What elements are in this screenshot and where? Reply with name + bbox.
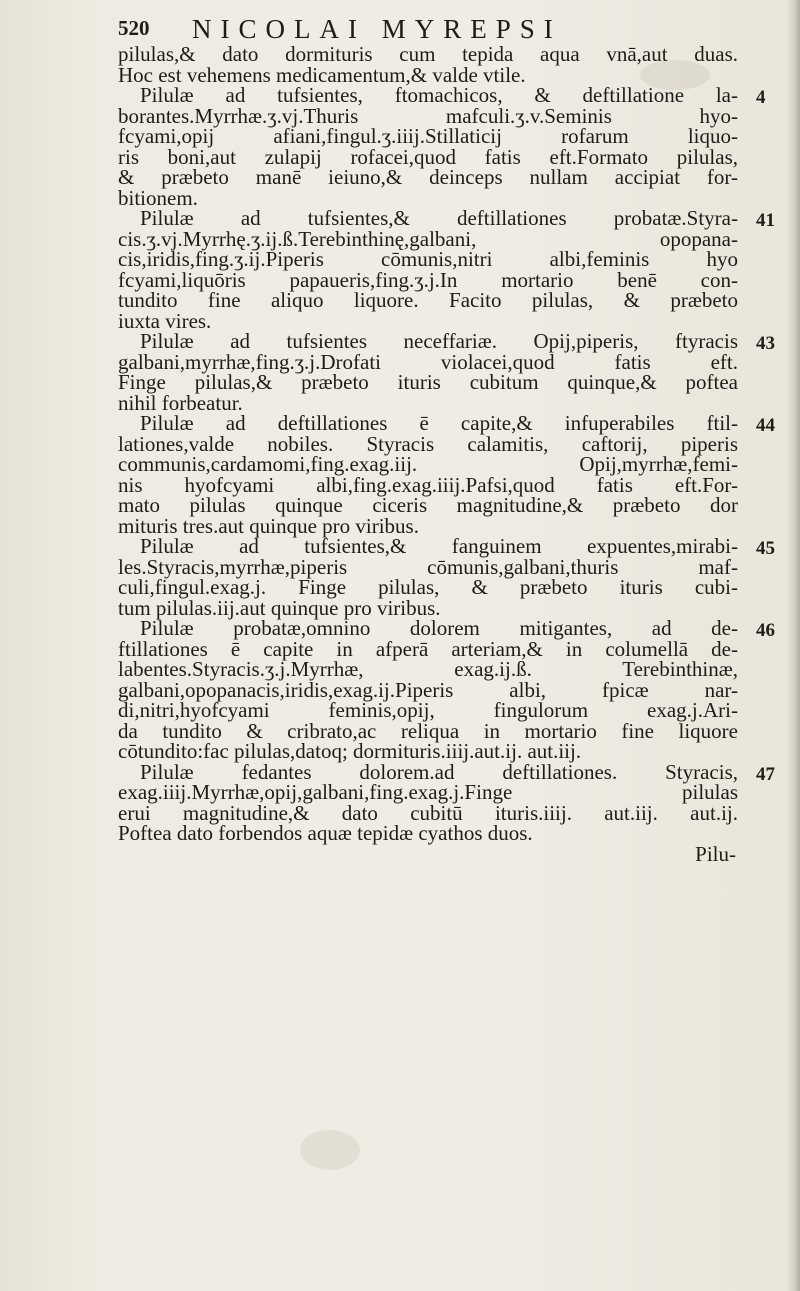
- text-line: Hoc est vehemens medicamentum,& valde vtile.: [118, 62, 526, 87]
- section-number: 44: [756, 415, 775, 436]
- text-line: ris boni,aut zulapij rofacei,quod fatis eft.Formato pilulas,: [118, 144, 738, 169]
- running-title: NICOLAI MYREPSI: [192, 14, 562, 44]
- paper-stain: [300, 1130, 360, 1170]
- text-line: cis.ʒ.vj.Myrrhę.ʒ.ij.ß.Terebinthinę,galbani, opopana-: [118, 226, 738, 251]
- body-text: [118, 44, 738, 864]
- recipe-paragraph: [118, 85, 738, 208]
- text-line: galbani,myrrhæ,fing.ʒ.j.Drofati violacei,quod fatis eft.: [118, 349, 738, 374]
- text-line: culi,fingul.exag.j. Finge pilulas, & præbeto ituris cubi-: [118, 575, 738, 599]
- text-line: tum pilulas.iij.aut quinque pro viribus.: [118, 595, 441, 620]
- recipe-paragraph: [118, 208, 738, 331]
- text-line: fcyami,liquōris papaueris,fing.ʒ.j.In mortario benē con-: [118, 267, 738, 292]
- text-line: les.Styracis,myrrhæ,piperis cōmunis,galbani,thuris maf-: [118, 554, 738, 579]
- section-number: 43: [756, 333, 775, 354]
- text-line: nihil forbeatur.: [118, 390, 243, 415]
- section-number: 41: [756, 210, 775, 231]
- text-line: Pilulæ ad tufsientes,& deftillationes probatæ.Styra-: [140, 206, 738, 230]
- text-line: lationes,valde nobiles. Styracis calamitis, caftorij, piperis: [118, 431, 738, 456]
- section-number: 4: [756, 87, 766, 108]
- text-line: Pilulæ ad tufsientes neceffariæ. Opij,piperis, ftyracis: [140, 329, 738, 353]
- text-line: mato pilulas quinque ciceris magnitudine,& præbeto dor: [118, 493, 738, 517]
- text-line: borantes.Myrrhæ.ʒ.vj.Thuris mafculi.ʒ.v.Seminis hyo-: [118, 103, 738, 128]
- page-edge-shadow: [786, 0, 800, 1291]
- recipe-paragraph: [118, 331, 738, 413]
- text-line: Pilulæ ad deftillationes ē capite,& infuperabiles ftil-: [140, 411, 738, 435]
- text-line: exag.iiij.Myrrhæ,opij,galbani,fing.exag.j.Finge pilulas: [118, 780, 738, 804]
- recipe-paragraph: [118, 759, 738, 845]
- text-line: Pilulæ ad tufsientes,& fanguinem expuentes,mirabi-: [140, 534, 738, 558]
- text-line: tundito fine aliquo liquore. Facito pilulas, & præbeto: [118, 288, 738, 312]
- text-line: nis hyofcyami albi,fing.exag.iiij.Pafsi,quod fatis eft.For-: [118, 472, 738, 497]
- text-line: iuxta vires.: [118, 308, 212, 333]
- text-line: labentes.Styracis.ʒ.j.Myrrhæ, exag.ij.ß. Terebinthinæ,: [118, 657, 738, 681]
- text-line: galbani,opopanacis,iridis,exag.ij.Piperis albi, fpicæ nar-: [118, 677, 738, 702]
- text-line: mituris tres.aut quinque pro viribus.: [118, 513, 419, 538]
- text-line: cis,iridis,fing.ʒ.ij.Piperis cōmunis,nitri albi,feminis hyo: [118, 247, 738, 271]
- text-line: da tundito & cribrato,ac reliqua in mortario fine liquore: [118, 718, 738, 743]
- section-number: 46: [756, 620, 775, 641]
- section-number: 47: [756, 763, 775, 785]
- text-line: bitionem.: [118, 185, 198, 210]
- text-line: & præbeto manē ieiuno,& deinceps nullam accipiat for-: [118, 165, 738, 189]
- text-line: Pilulæ ad tufsientes, ftomachicos, & deftillatione la-: [140, 83, 738, 107]
- recipe-paragraph: [118, 413, 738, 536]
- recipe-paragraph: [118, 44, 738, 85]
- text-line: di,nitri,hyofcyami feminis,opij, fingulorum exag.j.Ari-: [118, 698, 738, 722]
- text-line: cōtundito:fac pilulas,datoq; dormituris.iiij.aut.ij. aut.iij.: [118, 739, 582, 763]
- recipe-paragraph: [118, 536, 738, 618]
- text-line: ftillationes ē capite in afperā arteriam,& in columellā de-: [118, 636, 738, 661]
- text-line: Poftea dato forbendos aquæ tepidæ cyathos duos.: [118, 821, 533, 845]
- catchword: Pilu-: [695, 841, 736, 866]
- page-number: 520: [118, 16, 150, 40]
- text-line: Pilulæ fedantes dolorem.ad deftillationes. Styracis,: [140, 759, 738, 784]
- recipe-paragraph: [118, 618, 738, 762]
- text-line: communis,cardamomi,fing.exag.iij. Opij,myrrhæ,femi-: [118, 452, 738, 476]
- text-line: Pilulæ probatæ,omnino dolorem mitigantes, ad de-: [140, 616, 738, 640]
- text-line: fcyami,opij afiani,fingul.ʒ.iiij.Stillaticij rofarum liquo-: [118, 124, 738, 148]
- text-line: erui magnitudine,& dato cubitū ituris.iiij. aut.iij. aut.ij.: [118, 800, 738, 825]
- section-number: 45: [756, 538, 775, 559]
- text-line: Finge pilulas,& præbeto ituris cubitum quinque,& poftea: [118, 370, 738, 394]
- text-line: pilulas,& dato dormituris cum tepida aqua vnā,aut duas.: [118, 42, 738, 66]
